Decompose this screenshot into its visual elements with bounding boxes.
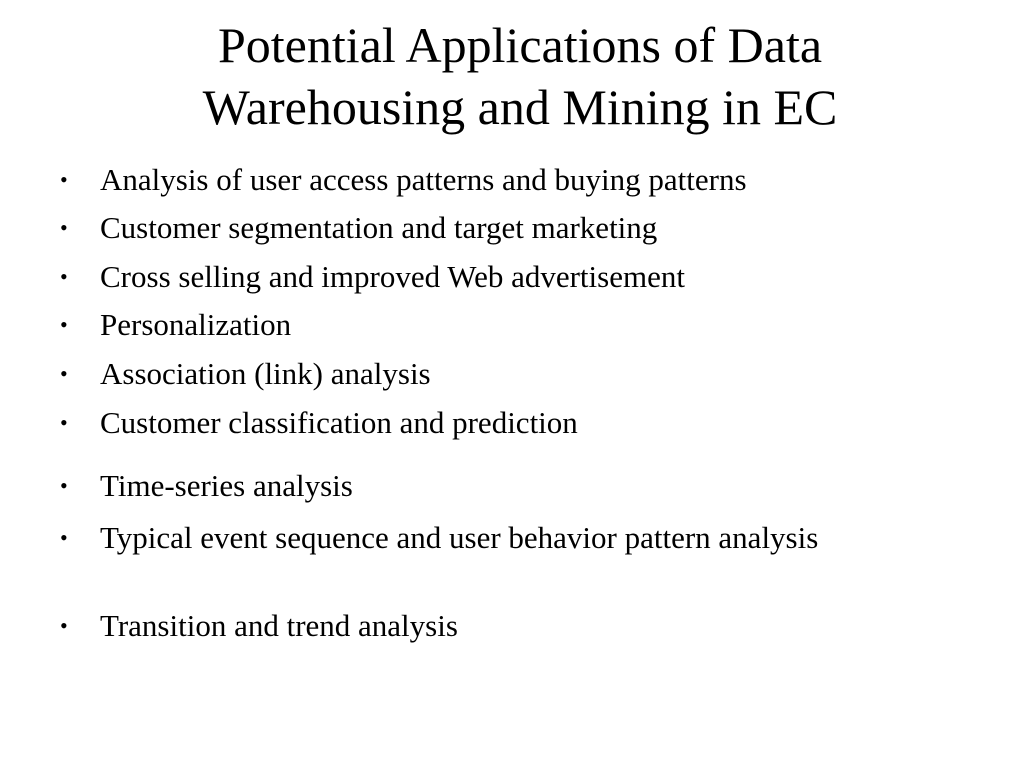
bullet-dot-icon: • bbox=[60, 264, 68, 289]
bullet-item bbox=[60, 466, 860, 505]
bullet-dot-icon: • bbox=[60, 361, 68, 386]
bullet-item bbox=[60, 403, 860, 442]
slide-title-line-1: Potential Applications of Data bbox=[217, 17, 823, 73]
bullet-item bbox=[60, 354, 860, 393]
bullet-text: Analysis of user access patterns and buying patterns bbox=[100, 162, 747, 197]
bullet-text: Time-series analysis bbox=[100, 468, 353, 503]
slide-title bbox=[0, 14, 1024, 138]
bullet-dot-icon: • bbox=[60, 410, 68, 435]
bullet-dot-icon: • bbox=[60, 312, 68, 337]
bullet-item bbox=[60, 257, 860, 296]
bullet-dot-icon: • bbox=[60, 525, 68, 550]
bullet-dot-icon: • bbox=[60, 215, 68, 240]
bullet-item bbox=[60, 305, 860, 344]
bullet-text: Customer classification and prediction bbox=[100, 405, 578, 440]
bullet-text: Typical event sequence and user behavior pattern analysis bbox=[100, 520, 819, 555]
bullet-text: Customer segmentation and target marketing bbox=[100, 210, 658, 245]
bullet-dot-icon: • bbox=[60, 613, 68, 638]
bullet-text: Transition and trend analysis bbox=[100, 608, 458, 643]
bullet-dot-icon: • bbox=[60, 167, 68, 192]
bullet-item bbox=[60, 208, 860, 247]
bullet-item bbox=[60, 606, 860, 645]
bullet-text: Personalization bbox=[100, 307, 292, 342]
bullet-item bbox=[60, 518, 860, 557]
bullet-item bbox=[60, 160, 860, 199]
bullet-text: Association (link) analysis bbox=[100, 356, 431, 391]
bullet-text: Cross selling and improved Web advertisement bbox=[100, 259, 685, 294]
slide-title-line-2: Warehousing and Mining in EC bbox=[202, 79, 838, 135]
bullet-dot-icon: • bbox=[60, 473, 68, 498]
